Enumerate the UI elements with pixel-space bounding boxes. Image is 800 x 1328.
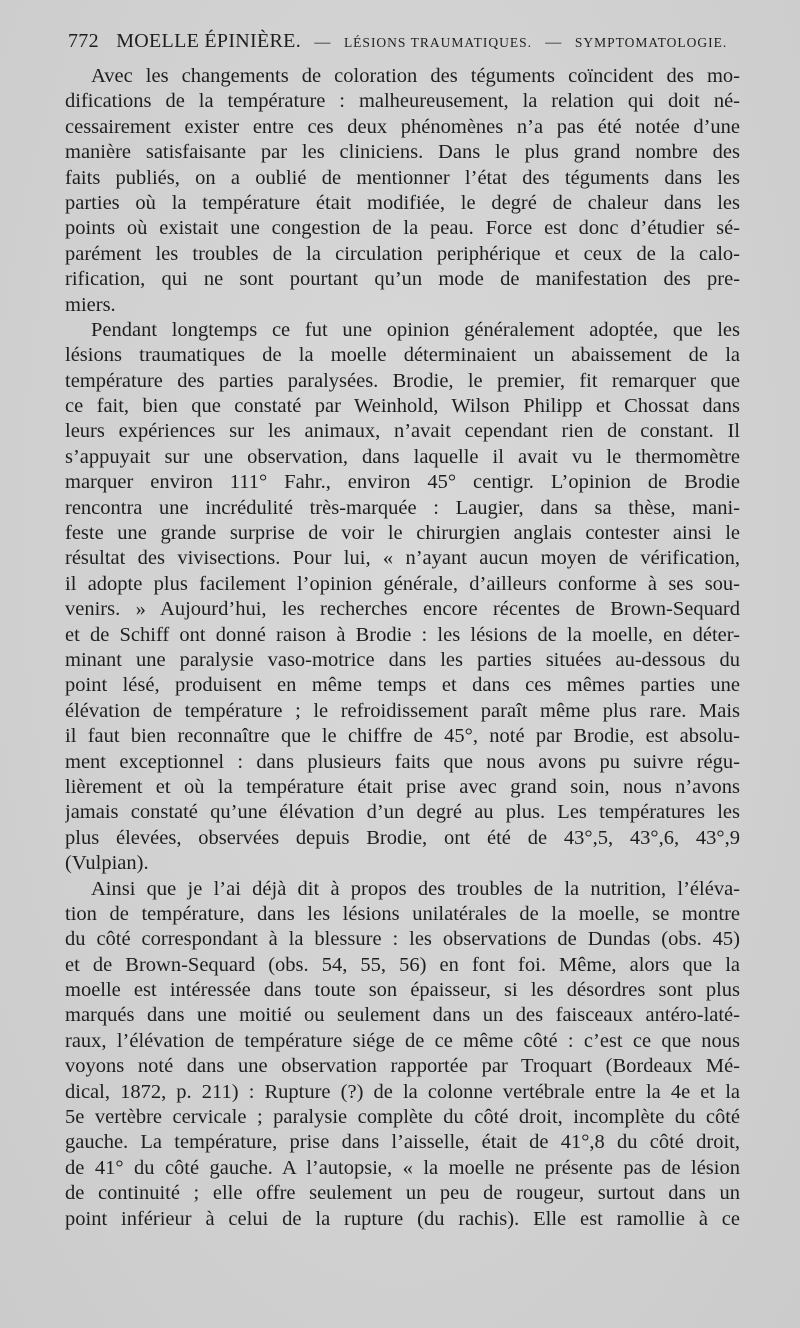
text-line: ment exceptionnel : dans plusieurs faits que nous avons pu suivre régu- xyxy=(65,750,740,773)
text-line: manière satisfaisante par les cliniciens. Dans le plus grand nombre des xyxy=(65,141,740,164)
text-line: faits publiés, on a oublié de mentionner l’état des téguments dans les xyxy=(65,166,740,189)
text-line: Ainsi que je l’ai déjà dit à propos des troubles de la nutrition, l’éléva- xyxy=(91,877,740,900)
text-line: rification, qui ne sont pourtant qu’un mode de manifestation des pre- xyxy=(65,268,740,291)
text-line: température des parties paralysées. Brodie, le premier, fit remarquer que xyxy=(65,369,740,392)
page-number: 772 xyxy=(68,30,99,52)
running-header xyxy=(68,30,758,60)
text-line: marqués dans une moitié ou seulement dans un des faisceaux antéro-laté- xyxy=(65,1004,740,1027)
text-line: marquer environ 111° Fahr., environ 45° centigr. L’opinion de Brodie xyxy=(65,471,740,494)
text-line: moelle est intéressée dans toute son épaisseur, si les désordres sont plus xyxy=(65,979,740,1002)
text-line: feste une grande surprise de voir le chirurgien anglais contester ainsi le xyxy=(65,522,740,545)
text-line: il adopte plus facilement l’opinion générale, d’ailleurs conforme à ses sou- xyxy=(65,572,740,595)
text-line: (Vulpian). xyxy=(65,852,149,875)
text-line: points où existait une congestion de la peau. Force est donc d’étudier sé- xyxy=(65,217,740,240)
subsection-title: SYMPTOMATOLOGIE. xyxy=(574,35,728,50)
text-line: élévation de température ; le refroidissement paraît même plus rare. Mais xyxy=(65,699,740,722)
text-line: Avec les changements de coloration des téguments coïncident des mo- xyxy=(91,65,740,87)
text-line: rencontra une incrédulité très-marquée : Laugier, dans sa thèse, mani- xyxy=(65,496,740,519)
text-line: miers. xyxy=(65,293,116,316)
running-title: MOELLE ÉPINIÈRE. xyxy=(116,30,301,52)
text-line: de 41° du côté gauche. A l’autopsie, « la moelle ne présente pas de lésion xyxy=(65,1156,740,1179)
text-line: dical, 1872, p. 211) : Rupture (?) de la colonne vertébrale entre la 4e et la xyxy=(65,1080,740,1103)
text-line: plus élevées, observées depuis Brodie, ont été de 43°,5, 43°,6, 43°,9 xyxy=(65,826,740,849)
header-separator: — xyxy=(314,34,331,51)
text-line: Pendant longtemps ce fut une opinion généralement adoptée, que les xyxy=(91,318,740,341)
text-line: difications de la température : malheureusement, la relation qui doit né- xyxy=(65,90,740,113)
text-line: parties où la température était modifiée, le degré de chaleur dans les xyxy=(65,191,740,214)
text-line: leurs expériences sur les animaux, n’avait cependant rien de constant. Il xyxy=(65,420,740,443)
text-line: il faut bien reconnaître que le chiffre de 45°, noté par Brodie, est absolu- xyxy=(65,725,740,748)
text-line: et de Schiff ont donné raison à Brodie : les lésions de la moelle, en déter- xyxy=(65,623,740,646)
text-line: voyons noté dans une observation rapportée par Troquart (Bordeaux Mé- xyxy=(65,1055,740,1078)
text-line: raux, l’élévation de température siége de ce même côté : c’est ce que nous xyxy=(65,1029,740,1052)
text-line: s’appuyait sur une observation, dans laquelle il avait vu le thermomètre xyxy=(65,445,740,468)
section-title: LÉSIONS TRAUMATIQUES. xyxy=(343,35,532,50)
text-line: cessairement exister entre ces deux phénomènes n’a pas été notée d’une xyxy=(65,115,740,138)
header-separator: — xyxy=(545,34,562,51)
text-line: résultat des vivisections. Pour lui, « n’ayant aucun moyen de vérification, xyxy=(65,547,740,570)
text-line: gauche. La température, prise dans l’aisselle, était de 41°,8 du côté droit, xyxy=(65,1131,740,1154)
text-line: minant une paralysie vaso-motrice dans les parties situées au-dessous du xyxy=(65,648,740,671)
text-line: et de Brown-Sequard (obs. 54, 55, 56) en font foi. Même, alors que la xyxy=(65,953,740,976)
text-line: lièrement et où la température était prise avec grand soin, nous n’avons xyxy=(65,775,740,798)
text-line: point lésé, produisent en même temps et dans ces mêmes parties une xyxy=(65,674,740,697)
text-line: jamais constaté qu’une élévation d’un degré au plus. Les températures les xyxy=(65,801,740,824)
text-line: lésions traumatiques de la moelle déterminaient un abaissement de la xyxy=(65,344,740,367)
text-line: de continuité ; elle offre seulement un peu de rougeur, surtout dans un xyxy=(65,1182,740,1205)
text-line: du côté correspondant à la blessure : les observations de Dundas (obs. 45) xyxy=(65,928,740,951)
body-text xyxy=(65,64,740,1232)
text-line: venirs. » Aujourd’hui, les recherches encore récentes de Brown-Sequard xyxy=(65,598,740,621)
text-line: tion de température, dans les lésions unilatérales de la moelle, se montre xyxy=(65,902,740,925)
text-line: parément les troubles de la circulation periphérique et ceux de la calo- xyxy=(65,242,740,265)
text-line: point inférieur à celui de la rupture (du rachis). Elle est ramollie à ce xyxy=(65,1207,740,1230)
text-line: ce fait, bien que constaté par Weinhold, Wilson Philipp et Chossat dans xyxy=(65,395,740,418)
text-line: 5e vertèbre cervicale ; paralysie complète du côté droit, incomplète du côté xyxy=(65,1106,740,1129)
